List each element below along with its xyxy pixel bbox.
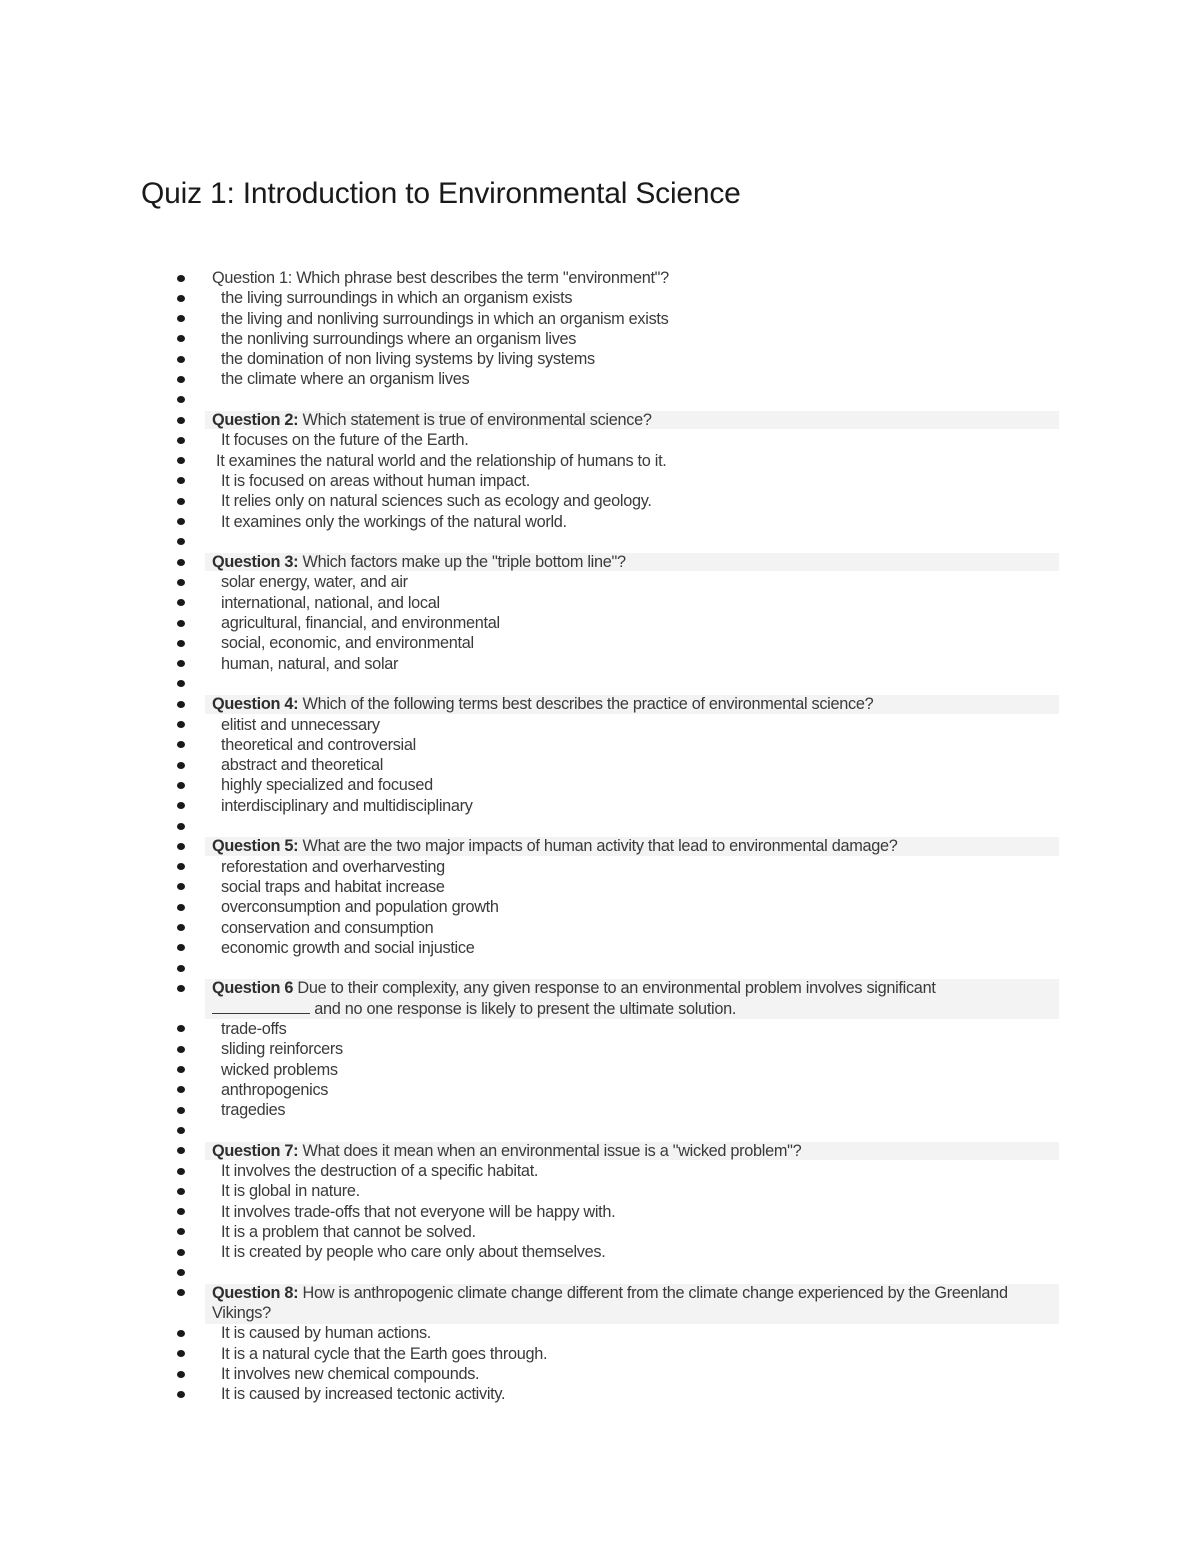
answer-text: It examines the natural world and the relationship of humans to it. [216,451,667,470]
empty-list-item [0,532,1200,552]
bullet-icon [177,1066,185,1073]
bullet-icon [177,518,185,525]
answer-text: reforestation and overharvesting [221,857,445,876]
bullet-icon [177,741,185,748]
bullet-icon [177,620,185,627]
answer-option[interactable] [0,572,1200,592]
bullet-icon [177,1107,185,1114]
empty-list-item [0,1263,1200,1283]
question-label: Question 6 [212,979,294,998]
bullet-icon [177,1188,185,1195]
answer-text: elitist and unnecessary [221,715,380,734]
bullet-icon [177,1249,185,1256]
bullet-icon [177,1025,185,1032]
answer-text: It is focused on areas without human impact. [221,471,530,490]
answer-option[interactable] [0,309,1200,329]
answer-text: It is a natural cycle that the Earth goes through. [221,1344,548,1363]
answer-text: It is a problem that cannot be solved. [221,1222,476,1241]
empty-list-item [0,958,1200,978]
answer-text: the living surroundings in which an organism exists [221,289,573,308]
bullet-icon [177,559,185,566]
question-label: Question 2: [212,411,299,430]
question-text: Question 3: Which factors make up the "triple bottom line"? [212,553,626,572]
answer-option[interactable] [0,715,1200,735]
bullet-icon [177,315,185,322]
bullet-icon [177,1127,185,1134]
answer-option[interactable] [0,1344,1200,1364]
bullet-icon [177,335,185,342]
answer-option[interactable] [0,1202,1200,1222]
answer-option[interactable] [0,897,1200,917]
answer-text: It is caused by increased tectonic activity. [221,1385,506,1404]
answer-text: anthropogenics [221,1080,329,1099]
question-item [0,552,1200,572]
answer-option[interactable] [0,1039,1200,1059]
answer-option[interactable] [0,288,1200,308]
bullet-icon [177,721,185,728]
question-item [0,1283,1200,1324]
answer-option[interactable] [0,1181,1200,1201]
bullet-icon [177,1269,185,1276]
answer-option[interactable] [0,1100,1200,1120]
empty-list-item [0,1120,1200,1140]
answer-option[interactable] [0,755,1200,775]
bullet-icon [177,396,185,403]
question-text: Question 2: Which statement is true of environmental science? [212,411,652,430]
bullet-icon [177,1391,185,1398]
bullet-icon [177,1147,185,1154]
answer-option[interactable] [0,451,1200,471]
question-text: Question 8: How is anthropogenic climate change different from the climate change experienced by the Greenland Vikings? [212,1283,1008,1323]
answer-text: the climate where an organism lives [221,370,470,389]
answer-text: wicked problems [221,1060,338,1079]
bullet-icon [177,538,185,545]
bullet-icon [177,762,185,769]
bullet-icon [177,1371,185,1378]
answer-text: It relies only on natural sciences such as ecology and geology. [221,492,652,511]
question-text: Question 7: What does it mean when an environmental issue is a "wicked problem"? [212,1141,802,1160]
bullet-icon [177,1289,185,1296]
quiz-title: Quiz 1: Introduction to Environmental Science [141,177,741,210]
answer-option[interactable] [0,633,1200,653]
answer-option[interactable] [0,1060,1200,1080]
answer-option[interactable] [0,938,1200,958]
answer-text: interdisciplinary and multidisciplinary [221,796,473,815]
bullet-icon [177,944,185,951]
bullet-icon [177,782,185,789]
bullet-icon [177,660,185,667]
answer-option[interactable] [0,329,1200,349]
answer-text: It involves new chemical compounds. [221,1365,480,1384]
bullet-icon [177,680,185,687]
empty-list-item [0,390,1200,410]
answer-text: international, national, and local [221,593,440,612]
question-text: Question 1: Which phrase best describes the term "environment"? [212,269,669,287]
answer-option[interactable] [0,775,1200,795]
quiz-list [0,268,1200,1405]
answer-option[interactable] [0,1323,1200,1343]
empty-list-item [0,816,1200,836]
question-item [0,836,1200,856]
answer-option[interactable] [0,1384,1200,1404]
answer-option[interactable] [0,512,1200,532]
answer-text: human, natural, and solar [221,654,399,673]
answer-text: overconsumption and population growth [221,898,499,917]
bullet-icon [177,823,185,830]
answer-text: tragedies [221,1101,286,1120]
bullet-icon [177,863,185,870]
answer-option[interactable] [0,613,1200,633]
bullet-icon [177,985,185,992]
answer-option[interactable] [0,918,1200,938]
answer-option[interactable] [0,1019,1200,1039]
bullet-icon [177,1208,185,1215]
answer-option[interactable] [0,1364,1200,1384]
bullet-icon [177,579,185,586]
answer-option[interactable] [0,471,1200,491]
bullet-icon [177,457,185,464]
empty-list-item [0,674,1200,694]
question-item [0,1141,1200,1161]
fill-in-blank [212,999,310,1014]
bullet-icon [177,802,185,809]
bullet-icon [177,1350,185,1357]
answer-option[interactable] [0,349,1200,369]
answer-option[interactable] [0,593,1200,613]
answer-text: It is caused by human actions. [221,1324,432,1343]
question-item [0,978,1200,1019]
bullet-icon [177,904,185,911]
bullet-icon [177,417,185,424]
answer-text: economic growth and social injustice [221,938,475,957]
bullet-icon [177,701,185,708]
answer-text: social traps and habitat increase [221,877,445,896]
bullet-icon [177,599,185,606]
answer-option[interactable] [0,491,1200,511]
bullet-icon [177,1046,185,1053]
answer-option[interactable] [0,654,1200,674]
bullet-icon [177,477,185,484]
answer-text: trade-offs [221,1019,287,1038]
bullet-icon [177,843,185,850]
bullet-icon [177,965,185,972]
answer-text: It involves trade-offs that not everyone will be happy with. [221,1202,616,1221]
answer-option[interactable] [0,796,1200,816]
answer-text: social, economic, and environmental [221,634,474,653]
question-item [0,268,1200,288]
question-label: Question 8: [212,1283,299,1302]
answer-text: the domination of non living systems by living systems [221,350,595,369]
question-label: Question 5: [212,837,299,856]
answer-text: It involves the destruction of a specific habitat. [221,1162,539,1181]
answer-text: solar energy, water, and air [221,573,408,592]
bullet-icon [177,376,185,383]
bullet-icon [177,356,185,363]
answer-text: conservation and consumption [221,918,434,937]
bullet-icon [177,924,185,931]
question-item [0,410,1200,430]
answer-text: It examines only the workings of the natural world. [221,512,567,531]
answer-option[interactable] [0,735,1200,755]
bullet-icon [177,437,185,444]
answer-option[interactable] [0,877,1200,897]
bullet-icon [177,1228,185,1235]
answer-text: the nonliving surroundings where an organism lives [221,329,577,348]
answer-text: It focuses on the future of the Earth. [221,431,469,450]
bullet-icon [177,275,185,282]
bullet-icon [177,640,185,647]
answer-option[interactable] [0,857,1200,877]
answer-text: agricultural, financial, and environmental [221,614,500,633]
question-item [0,694,1200,714]
question-label: Question 4: [212,695,299,714]
question-label: Question 3: [212,553,299,572]
answer-text: highly specialized and focused [221,776,433,795]
question-text: Question 4: Which of the following terms best describes the practice of environmental science? [212,695,874,714]
bullet-icon [177,1168,185,1175]
bullet-icon [177,1086,185,1093]
question-text: Question 6 Due to their complexity, any given response to an environmental problem involves significant and no one response is likely to present the ultimate solution. [212,979,936,1018]
answer-text: the living and nonliving surroundings in which an organism exists [221,309,669,328]
answer-text: abstract and theoretical [221,756,384,775]
answer-text: It is global in nature. [221,1182,360,1201]
answer-text: sliding reinforcers [221,1040,343,1059]
answer-option[interactable] [0,1161,1200,1181]
answer-option[interactable] [0,430,1200,450]
answer-option[interactable] [0,1242,1200,1262]
answer-option[interactable] [0,369,1200,389]
question-text: Question 5: What are the two major impacts of human activity that lead to environmental damage? [212,837,898,856]
bullet-icon [177,1330,185,1337]
bullet-icon [177,295,185,302]
answer-text: theoretical and controversial [221,735,416,754]
answer-option[interactable] [0,1222,1200,1242]
question-label: Question 7: [212,1141,299,1160]
answer-text: It is created by people who care only about themselves. [221,1243,606,1262]
answer-option[interactable] [0,1080,1200,1100]
bullet-icon [177,883,185,890]
bullet-icon [177,498,185,505]
